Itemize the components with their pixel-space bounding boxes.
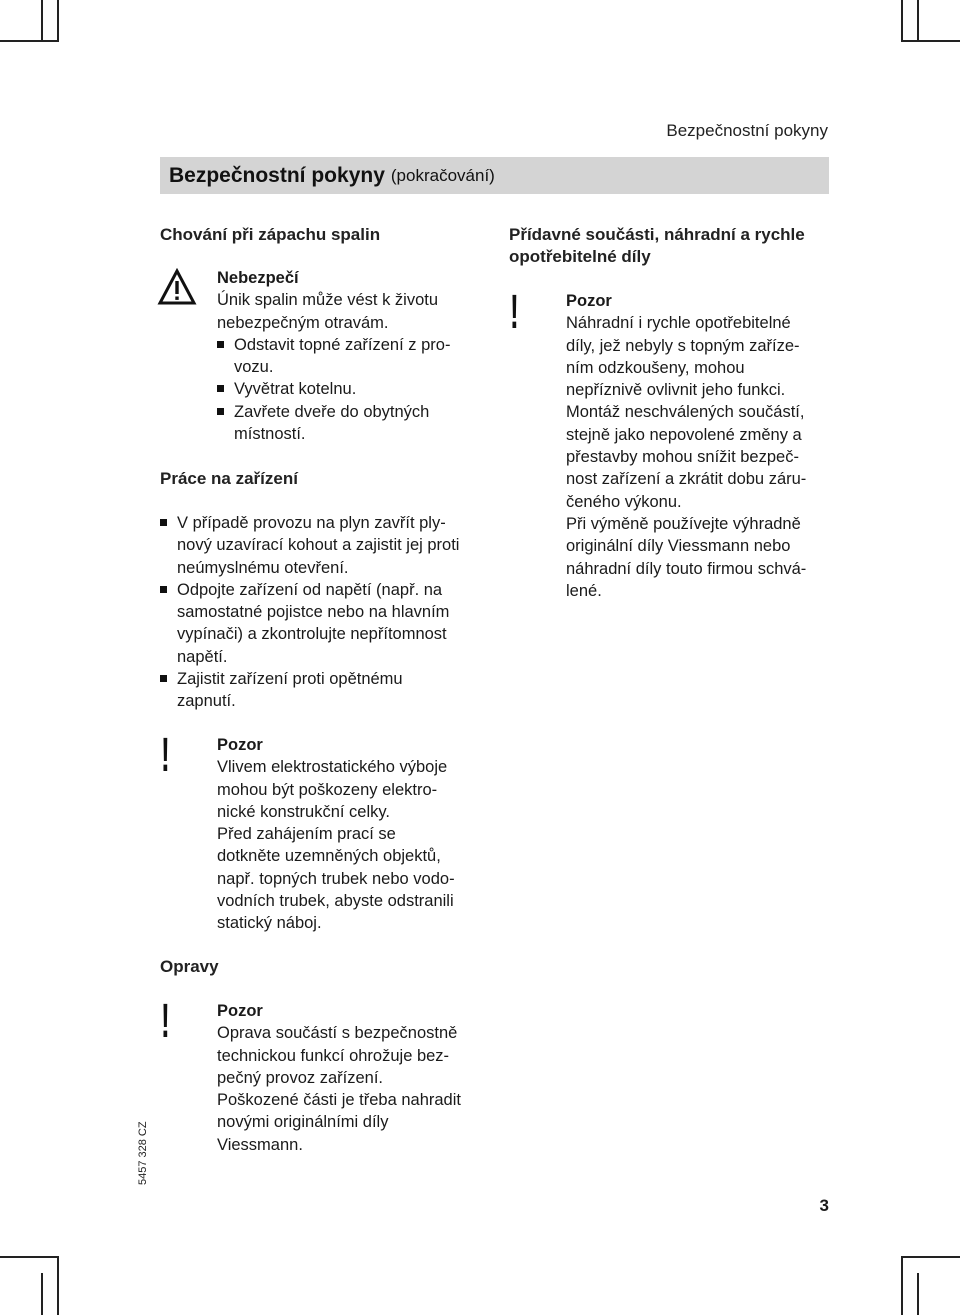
spare-parts-line: Montáž neschválených součástí,: [566, 403, 805, 422]
esd-line: mohou být poškozeny elektro-: [217, 780, 438, 799]
square-bullet-icon: [160, 586, 167, 593]
crop-mark: [901, 40, 960, 42]
repairs-line: Oprava součástí s bezpečnostně: [217, 1024, 458, 1043]
spare-parts-notice-title: Pozor: [566, 292, 612, 310]
bullet-item: Zavřete dveře do obytných: [217, 401, 450, 423]
repairs-line: pečný provoz zařízení.: [217, 1068, 383, 1087]
crop-mark: [917, 0, 919, 42]
spare-parts-line: originální díly Viessmann nebo: [566, 537, 791, 556]
bullet-item-cont: místností.: [234, 425, 306, 444]
exclamation-icon: !: [161, 729, 170, 782]
esd-line: dotkněte uzemněných objektů,: [217, 847, 441, 866]
gas-smell-heading: Chování při zápachu spalin: [160, 225, 381, 244]
repairs-line: novými originálními díly: [217, 1113, 389, 1132]
spare-parts-heading-line: Přídavné součásti, náhradní a rychle: [509, 225, 805, 244]
page-number: 3: [819, 1196, 829, 1215]
bullet-item-cont: samostatné pojistce nebo na hlavním: [177, 603, 450, 622]
bullet-item-cont: vypínači) a zkontrolujte nepřítomnost: [177, 625, 447, 644]
exclamation-icon: !: [161, 995, 170, 1048]
danger-notice: [217, 267, 450, 445]
bullet-item: Odstavit topné zařízení z pro-: [217, 334, 450, 356]
spare-parts-line: náhradní díly touto firmou schvá-: [566, 559, 807, 578]
esd-line: Vlivem elektrostatického výboje: [217, 758, 448, 777]
bullet-item-cont: zapnutí.: [177, 692, 236, 711]
square-bullet-icon: [160, 519, 167, 526]
spare-parts-line: nepříznivě ovlivnit jeho funkci.: [566, 381, 786, 400]
esd-notice-title: Pozor: [217, 736, 263, 754]
crop-mark: [901, 1256, 960, 1258]
spare-parts-line: ním odzkoušeny, mohou: [566, 358, 745, 377]
running-header: Bezpečnostní pokyny: [666, 121, 828, 140]
danger-line: Únik spalin může vést k životu: [217, 291, 439, 310]
section-title-bar: [160, 157, 829, 194]
spare-parts-heading: [509, 224, 805, 269]
esd-line: statický náboj.: [217, 914, 322, 933]
bullet-item: V případě provozu na plyn zavřít ply-: [160, 512, 459, 534]
square-bullet-icon: [217, 385, 224, 392]
square-bullet-icon: [217, 408, 224, 415]
section-title: Bezpečnostní pokyny: [169, 163, 385, 187]
spare-parts-heading-line: opotřebitelné díly: [509, 247, 651, 267]
danger-notice-title: Nebezpečí: [217, 269, 299, 287]
work-heading: Práce na zařízení: [160, 469, 298, 488]
crop-mark: [0, 40, 59, 42]
work-bullets: [160, 512, 459, 713]
bullet-item: Vyvětrat kotelnu.: [217, 378, 450, 400]
repairs-notice: [217, 1000, 461, 1156]
bullet-item: Odpojte zařízení od napětí (např. na: [160, 579, 459, 601]
square-bullet-icon: [160, 675, 167, 682]
crop-mark: [917, 1273, 919, 1315]
bullet-item: Zajistit zařízení proti opětnému: [160, 668, 459, 690]
esd-line: nické konstrukční celky.: [217, 802, 391, 821]
crop-mark: [901, 1256, 903, 1315]
bullet-item-cont: nový uzavírací kohout a zajistit jej proti: [177, 536, 460, 555]
square-bullet-icon: [217, 341, 224, 348]
spare-parts-line: díly, jež nebyly s topným zaříze-: [566, 336, 800, 355]
crop-mark: [41, 1273, 43, 1315]
repairs-notice-title: Pozor: [217, 1002, 263, 1020]
crop-mark: [57, 0, 59, 42]
spare-parts-line: nost zařízení a zkrátit dobu záru-: [566, 470, 807, 489]
danger-line: nebezpečným otravám.: [217, 313, 389, 332]
spare-parts-line: Při výměně používejte výhradně: [566, 514, 801, 533]
spare-parts-line: lené.: [566, 581, 602, 600]
repairs-heading: Opravy: [160, 957, 219, 976]
esd-line: vodních trubek, abyste odstranili: [217, 892, 454, 911]
crop-mark: [57, 1256, 59, 1315]
document-number: 5457 328 CZ: [137, 1121, 149, 1185]
crop-mark: [0, 1256, 59, 1258]
section-title-continued: (pokračování): [390, 165, 495, 185]
spare-parts-notice: [566, 290, 806, 602]
esd-line: např. topných trubek nebo vodo-: [217, 869, 455, 888]
exclamation-icon: !: [510, 286, 519, 339]
esd-notice: [217, 734, 455, 935]
repairs-line: Viessmann.: [217, 1135, 303, 1154]
repairs-line: Poškozené části je třeba nahradit: [217, 1091, 461, 1110]
warning-triangle-icon: [157, 268, 197, 306]
spare-parts-line: čeného výkonu.: [566, 492, 682, 511]
spare-parts-line: přestavby mohou snížit bezpeč-: [566, 448, 799, 467]
crop-mark: [41, 0, 43, 42]
bullet-item-cont: vozu.: [234, 358, 274, 377]
esd-line: Před zahájením prací se: [217, 825, 396, 844]
spare-parts-line: stejně jako nepovolené změny a: [566, 425, 802, 444]
repairs-line: technickou funkcí ohrožuje bez-: [217, 1046, 450, 1065]
crop-mark: [901, 0, 903, 42]
bullet-item-cont: neúmyslnému otevření.: [177, 558, 349, 577]
spare-parts-line: Náhradní i rychle opotřebitelné: [566, 314, 791, 333]
bullet-item-cont: napětí.: [177, 647, 228, 666]
